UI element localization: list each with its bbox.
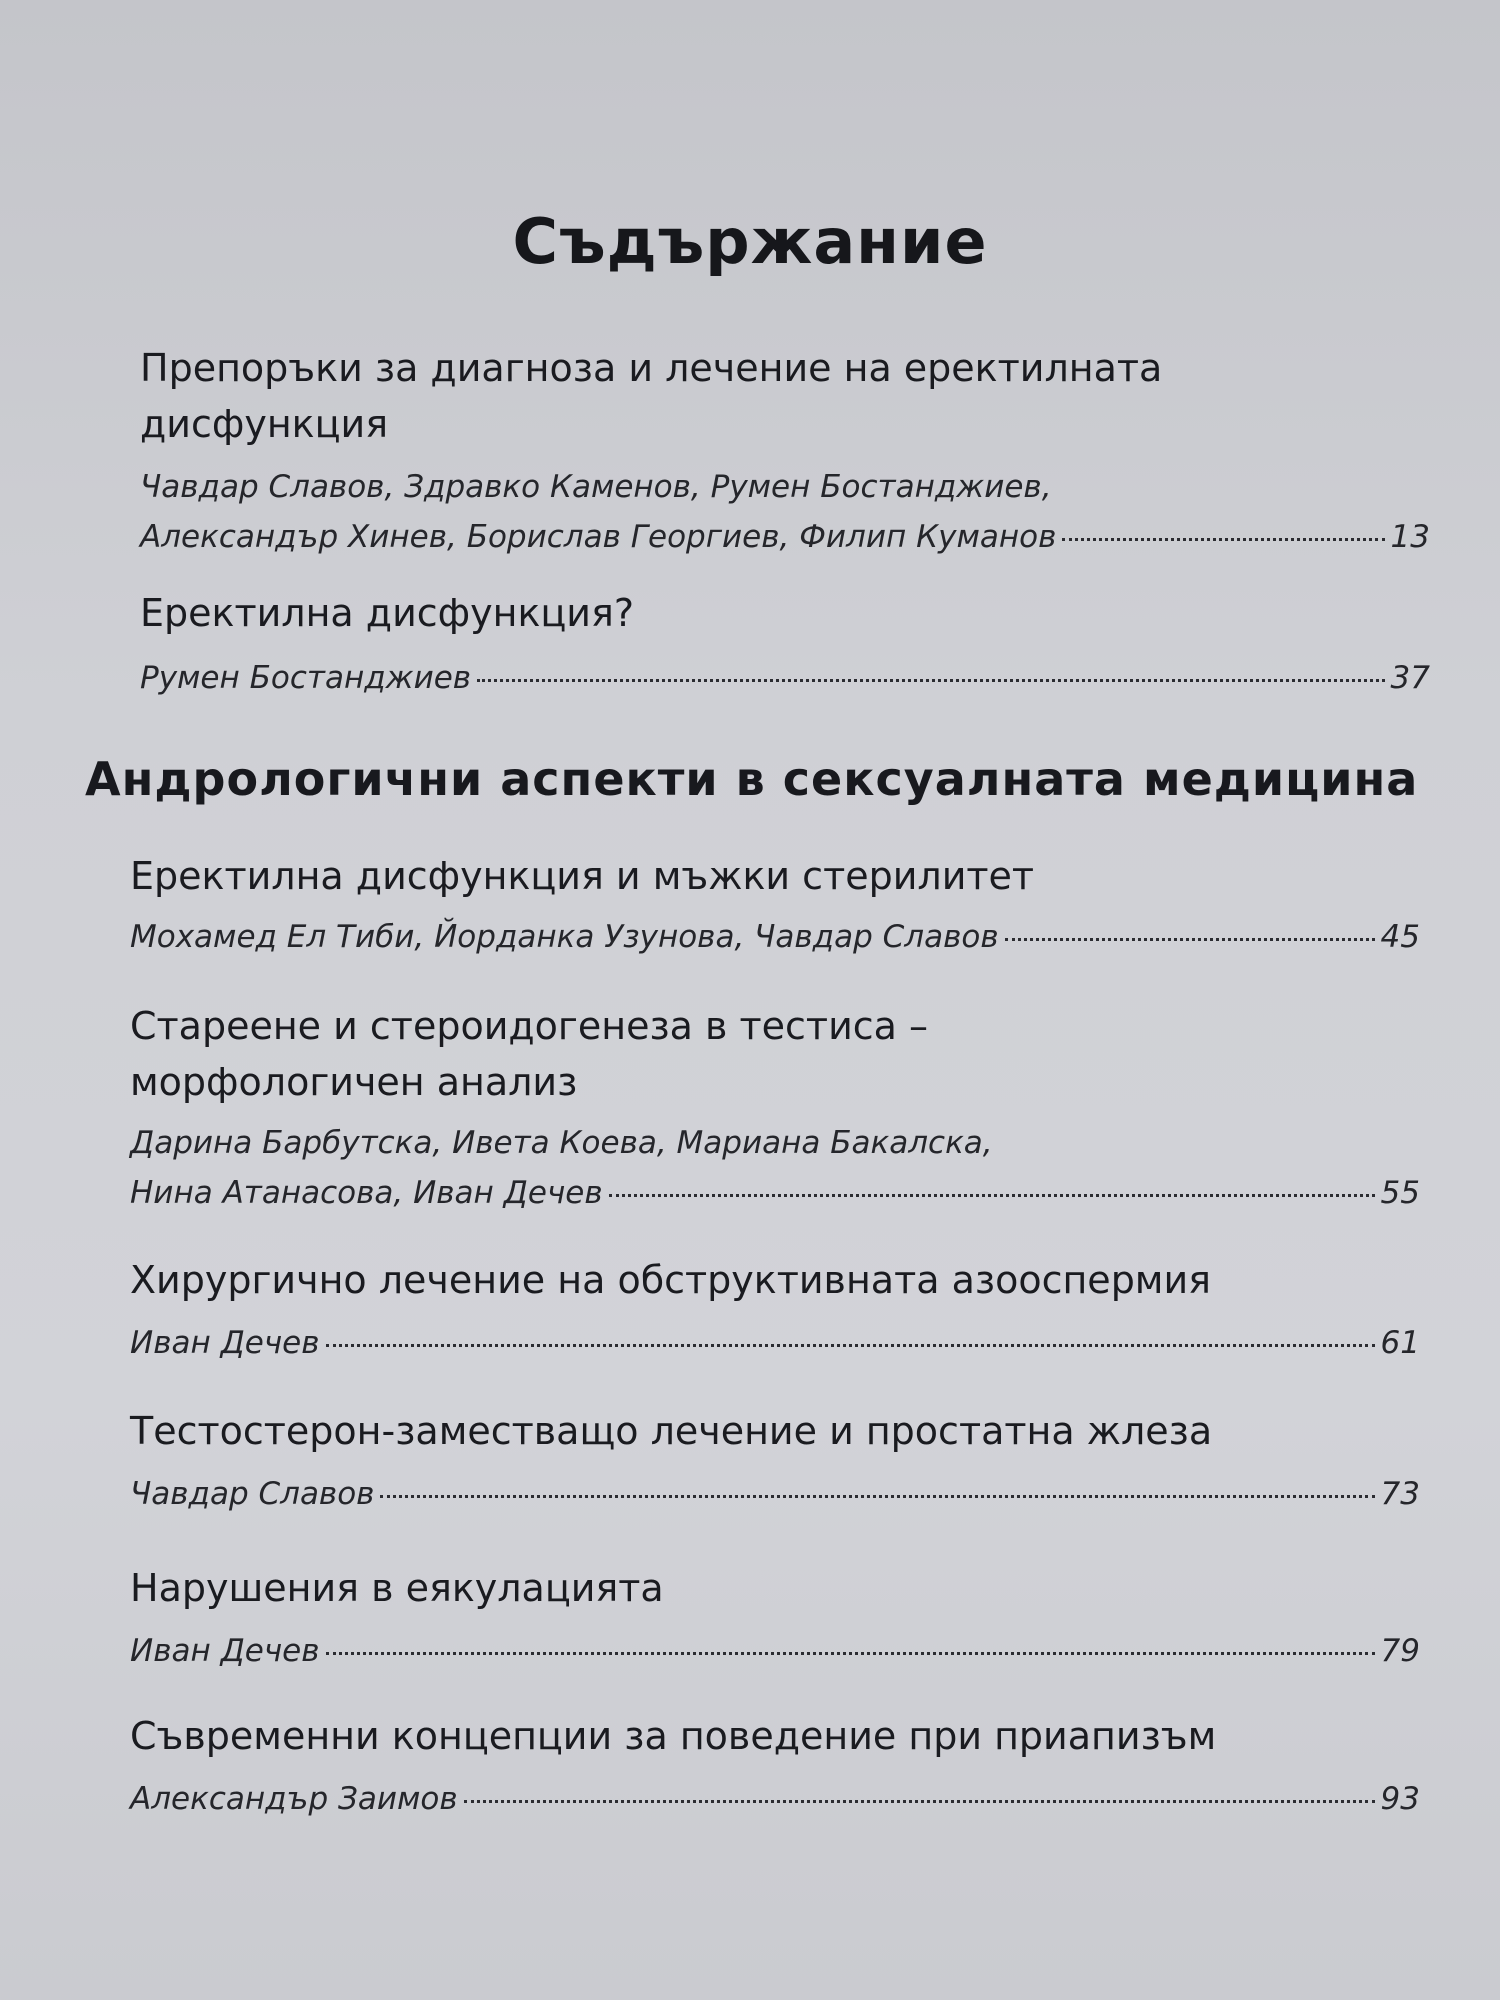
entry-authors: Румен Бостанджиев (140, 660, 472, 696)
dot-leader (464, 1800, 1375, 1803)
entry-authors: Александър Хинев, Борислав Георгиев, Филип Куманов (140, 519, 1057, 555)
dot-leader (326, 1344, 1375, 1347)
entry-authors: Александър Заимов (130, 1781, 458, 1817)
dot-leader (477, 679, 1384, 682)
entry-title: морфологичен анализ (130, 1060, 578, 1104)
toc-entry (140, 340, 1430, 562)
entry-title: дисфункция (140, 402, 389, 446)
entry-authors: Чавдар Славов (130, 1476, 375, 1512)
entry-authors: Иван Дечев (130, 1325, 320, 1361)
entry-leader-row (130, 1774, 1420, 1824)
toc-entry (130, 998, 1420, 1218)
entry-leader-row (140, 512, 1430, 562)
page-number: 55 (1380, 1175, 1420, 1211)
dot-leader (609, 1194, 1375, 1197)
entry-leader-row (130, 1469, 1420, 1519)
toc-entry (130, 1708, 1420, 1824)
dot-leader (380, 1495, 1374, 1498)
page-number: 61 (1380, 1325, 1420, 1361)
toc-entry (130, 1252, 1420, 1368)
entry-authors: Иван Дечев (130, 1633, 320, 1669)
page-number: 13 (1390, 519, 1430, 555)
entry-authors: Мохамед Ел Тиби, Йорданка Узунова, Чавдар Славов (130, 919, 999, 955)
entry-leader-row (140, 653, 1430, 703)
entry-title: Съвременни концепции за поведение при приапизъм (130, 1714, 1217, 1758)
page-title: Съдържание (512, 205, 988, 278)
entry-leader-row (130, 1626, 1420, 1676)
entry-authors: Дарина Барбутска, Ивета Коева, Мариана Бакалска, (130, 1125, 993, 1161)
entry-title: Хирургично лечение на обструктивната азооспермия (130, 1258, 1212, 1302)
entry-leader-row (130, 912, 1420, 962)
page-number: 73 (1380, 1476, 1420, 1512)
toc-entry (140, 585, 1430, 703)
entry-title: Нарушения в еякулацията (130, 1566, 664, 1610)
entry-title: Еректилна дисфункция? (140, 591, 635, 635)
dot-leader (1062, 538, 1384, 541)
entry-leader-row (130, 1318, 1420, 1368)
entry-title: Препоръки за диагноза и лечение на еректилната (140, 346, 1163, 390)
page-number: 93 (1380, 1781, 1420, 1817)
dot-leader (326, 1652, 1375, 1655)
toc-entry (130, 848, 1420, 962)
entry-authors: Нина Атанасова, Иван Дечев (130, 1175, 603, 1211)
dot-leader (1005, 938, 1375, 941)
section-heading: Андрологични аспекти в сексуалната медицина (85, 752, 1419, 806)
entry-authors: Чавдар Славов, Здравко Каменов, Румен Бостанджиев, (140, 469, 1052, 505)
page-number: 45 (1380, 919, 1420, 955)
page-number: 79 (1380, 1633, 1420, 1669)
page-number: 37 (1390, 660, 1430, 696)
entry-title: Стареене и стероидогенеза в тестиса – (130, 1004, 929, 1048)
toc-entry (130, 1403, 1420, 1519)
entry-title: Тестостерон-заместващо лечение и простатна жлеза (130, 1409, 1213, 1453)
entry-title: Еректилна дисфункция и мъжки стерилитет (130, 854, 1035, 898)
toc-entry (130, 1560, 1420, 1676)
entry-leader-row (130, 1168, 1420, 1218)
